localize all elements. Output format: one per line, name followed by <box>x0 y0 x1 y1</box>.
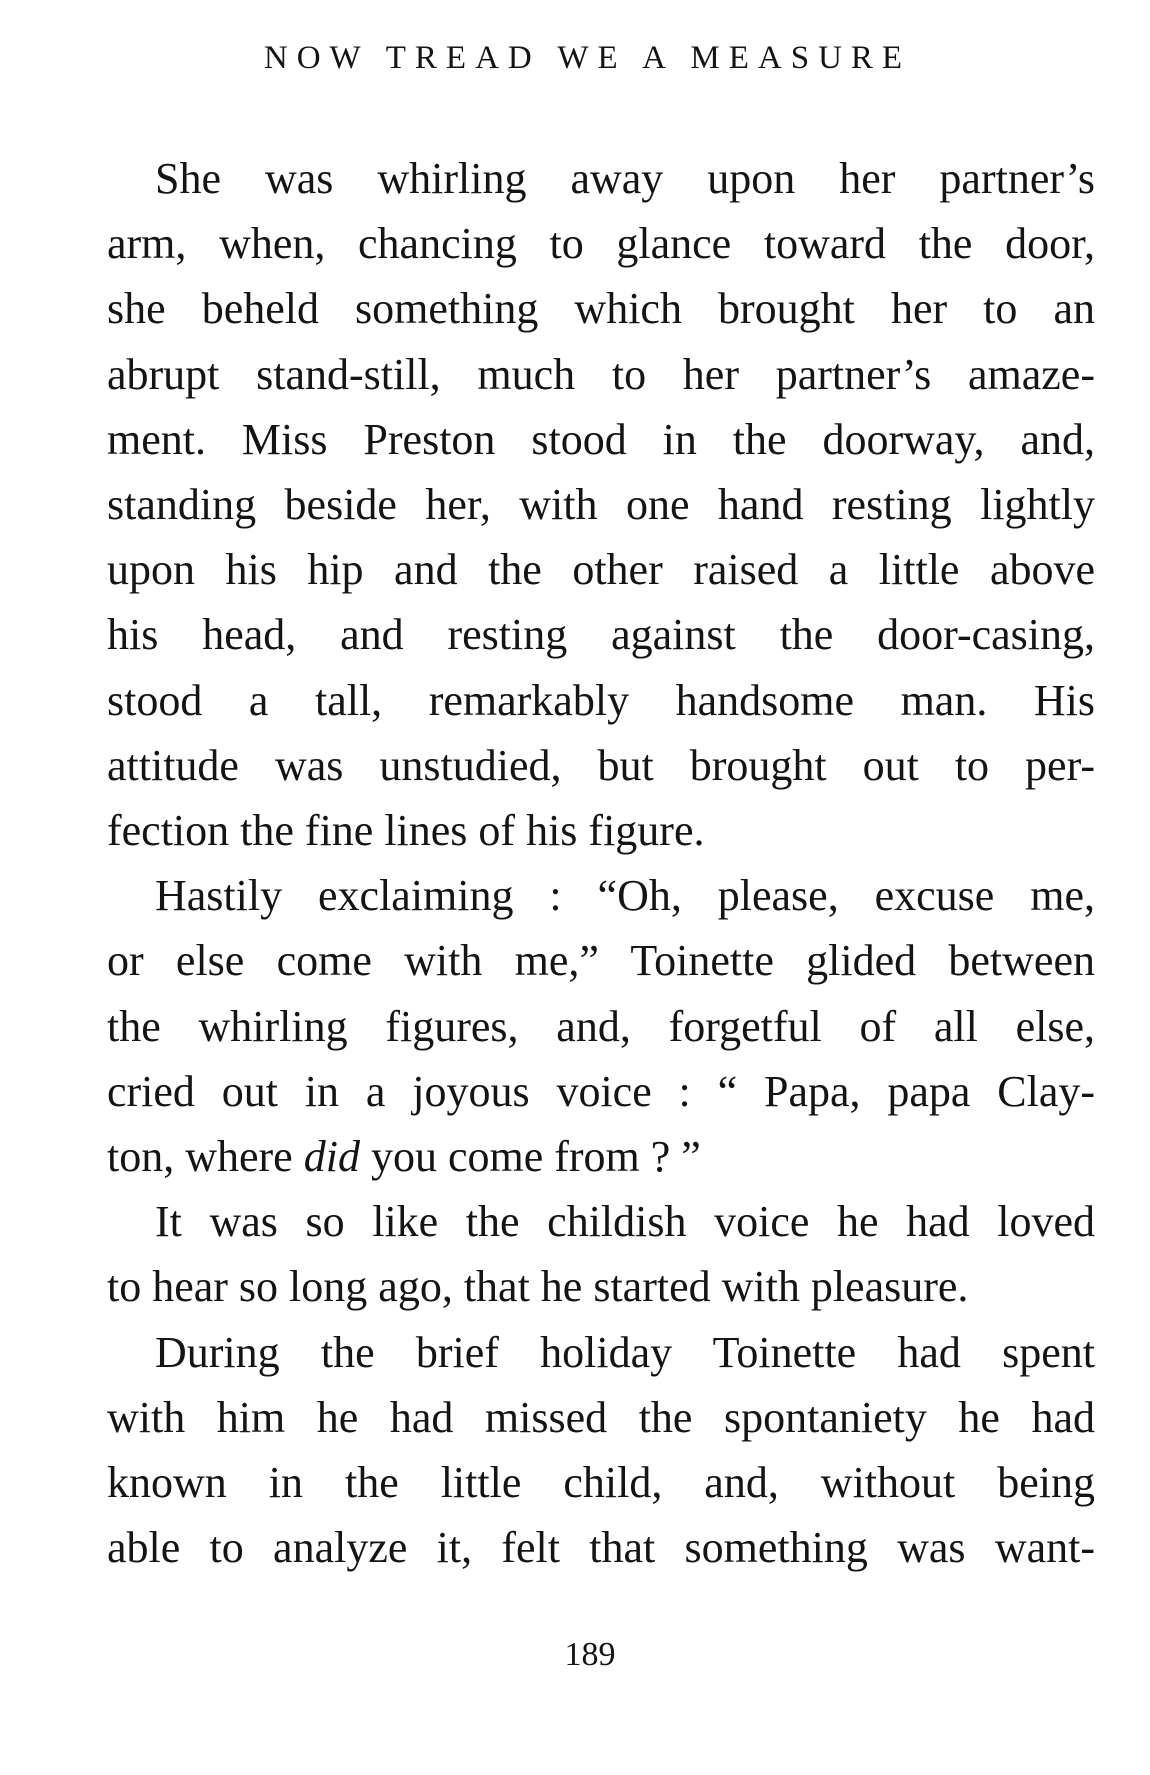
paragraph-1 <box>107 146 1095 863</box>
paragraph-2 <box>107 863 1095 1189</box>
text-segment: you come from ? ” <box>359 1132 701 1182</box>
body-text <box>107 146 1095 1580</box>
text-line: abrupt stand-still, much to her partner’s amaze- <box>107 349 1095 399</box>
text-line: with him he had missed the spontaniety he had <box>107 1392 1095 1442</box>
text-line: upon his hip and the other raised a little above <box>107 545 1095 595</box>
text-line: to hear so long ago, that he started with pleasure. <box>107 1262 969 1312</box>
paragraph-4 <box>107 1320 1095 1581</box>
text-line: arm, when, chancing to glance toward the door, <box>107 219 1095 269</box>
text-line: she beheld something which brought her to an <box>107 284 1095 334</box>
text-line: able to analyze it, felt that something was want- <box>107 1523 1095 1573</box>
text-line: During the brief holiday Toinette had spent <box>155 1327 1095 1377</box>
text-line: cried out in a joyous voice : “ Papa, papa Clay- <box>107 1066 1095 1116</box>
text-line: his head, and resting against the door-casing, <box>107 610 1095 660</box>
emphasis-text: did <box>303 1132 360 1182</box>
text-segment: ton, where <box>107 1132 304 1182</box>
text-line: fection the fine lines of his figure. <box>107 806 705 856</box>
text-line: ment. Miss Preston stood in the doorway, and, <box>107 414 1095 464</box>
text-line: Hastily exclaiming : “Oh, please, excuse me, <box>155 871 1095 921</box>
text-line: stood a tall, remarkably handsome man. His <box>107 675 1095 725</box>
text-line: or else come with me,” Toinette glided between <box>107 936 1095 986</box>
page-number: 189 <box>564 1636 616 1673</box>
text-line: She was whirling away upon her partner’s <box>155 154 1095 203</box>
text-line: known in the little child, and, without being <box>107 1458 1095 1508</box>
text-line: It was so like the childish voice he had loved <box>155 1197 1095 1247</box>
running-head: NOW TREAD WE A MEASURE <box>263 40 912 76</box>
text-line: attitude was unstudied, but brought out to per- <box>107 740 1095 790</box>
text-line: the whirling figures, and, forgetful of all else, <box>107 1001 1095 1051</box>
paragraph-3 <box>107 1189 1095 1319</box>
text-line: standing beside her, with one hand resting lightly <box>107 480 1095 530</box>
text-line <box>107 1124 1095 1189</box>
